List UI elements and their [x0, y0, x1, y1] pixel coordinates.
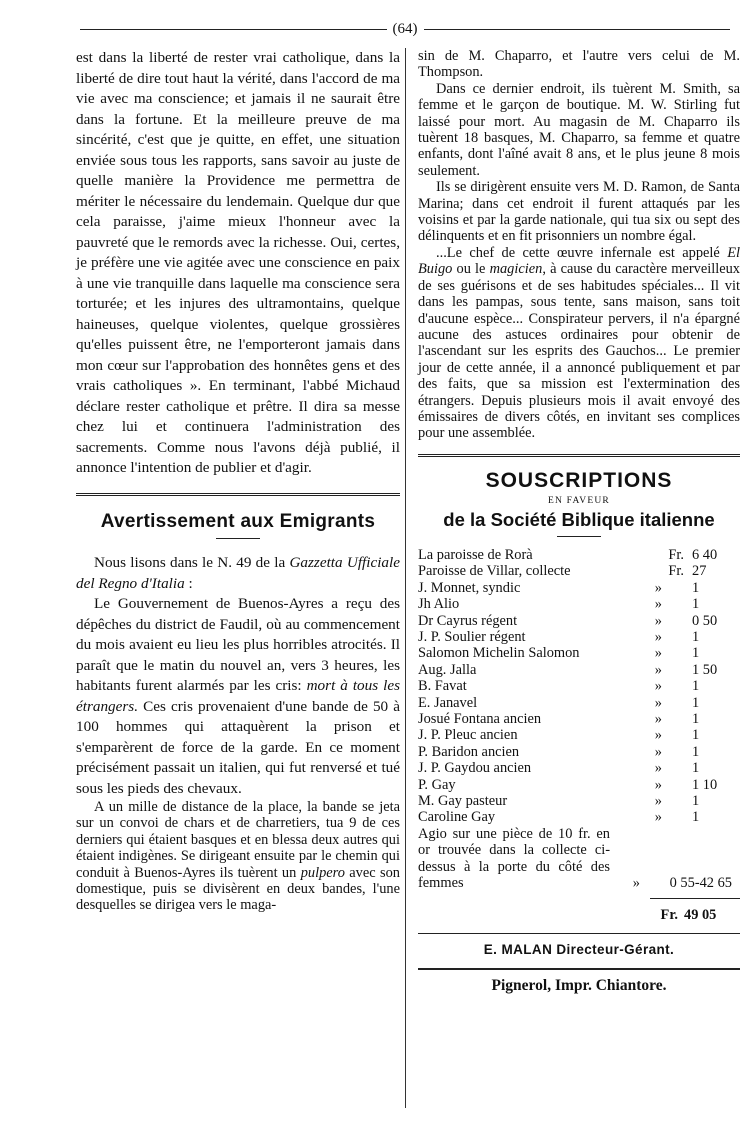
italic-term: pulpero: [300, 864, 345, 881]
ditto-mark: »: [654, 809, 662, 826]
continued-paragraph: sin de M. Chaparro, et l'autre vers celui de M. Thompson.: [418, 48, 740, 81]
subscription-amount: 1: [692, 711, 700, 728]
section-separator: [418, 454, 740, 457]
subscription-amount: 1: [692, 809, 700, 826]
subscriber-name: Jh Alio: [418, 596, 460, 613]
total-label: Fr.: [660, 906, 678, 923]
text-run: Nous lisons dans le N. 49 de la: [94, 554, 290, 571]
ditto-mark: »: [654, 776, 662, 793]
text-run: Ces cris provenaient d'une bande de 50 à 100 hommes qui attaquèrent la prison et s'emparèrent de force de la garde. En ce moment précisément passait un italien, qui fut renversé et tué sous les pieds des chevaux.: [76, 697, 400, 797]
subscriber-name: J. P. Pleuc ancien: [418, 727, 518, 744]
total-row: [418, 907, 740, 923]
subscription-row: [418, 613, 740, 629]
printer-line: Pignerol, Impr. Chiantore.: [491, 977, 667, 995]
subscriber-name: E. Janavel: [418, 694, 478, 711]
subscription-row: [418, 547, 740, 563]
subscriber-name: Dr Cayrus régent: [418, 612, 518, 629]
subscriber-name: J. Monnet, syndic: [418, 579, 521, 596]
italic-term: El Buigo: [418, 244, 740, 278]
subscriber-name: J. P. Soulier régent: [418, 629, 526, 645]
right-column: [418, 48, 740, 995]
subscriber-name: Paroisse de Villar, collecte: [418, 563, 571, 580]
subscription-amount: 1: [692, 596, 700, 613]
ditto-mark: »: [654, 678, 662, 695]
ditto-mark: »: [654, 793, 662, 810]
subscription-row: [418, 645, 740, 661]
subscription-amount: 1: [692, 694, 700, 711]
subscription-row: [418, 809, 740, 825]
text-run: A un mille de distance de la place, la bande se jeta sur un convoi de chars et de charretiers, tua 9 de ces derniers qui étaient basques et en blessa deux autres qui étaient indigènes. Se dirigeant ensuite par le chemin qui conduit à Buenos-Ayres ils tuèrent un: [76, 799, 400, 881]
subscriber-name: P. Gay: [418, 776, 456, 793]
total-amount: 49 05: [684, 906, 717, 923]
subscription-amount: 1: [692, 579, 700, 596]
subscriptions-title: SOUSCRIPTIONS: [485, 468, 673, 492]
subscription-amount: 0 50: [692, 612, 718, 629]
text-run: Le Gouvernement de Buenos-Ayres a reçu des dépêches du district de Faudil, où au commencement du mois avaient eu lieu les plus horribles atrocités. Il paraît que le matin du nouvel an, vers 3 heures, les habitants furent alarmés par les cris:: [76, 595, 400, 694]
subscription-amount: 1 10: [692, 776, 718, 793]
title-rule: [216, 538, 260, 539]
footer-rule: [418, 933, 740, 934]
subscription-amount: 1: [692, 629, 700, 645]
header-rule-right: [424, 29, 731, 30]
page-header: [80, 18, 730, 40]
subscriber-name: Aug. Jalla: [418, 661, 477, 678]
article-paragraph: [76, 594, 400, 799]
subscriber-name: M. Gay pasteur: [418, 793, 508, 810]
subscriber-name: P. Baridon ancien: [418, 743, 520, 760]
subscriber-name: Josué Fontana ancien: [418, 711, 542, 728]
subscriber-name: B. Favat: [418, 678, 467, 695]
subscription-amount: 1: [692, 793, 700, 810]
subscription-amount: 27: [692, 563, 707, 580]
subscription-row: [418, 760, 740, 776]
ditto-mark: »: [654, 727, 662, 744]
subscription-amount: 1: [692, 678, 700, 695]
subscriber-name: Caroline Gay: [418, 809, 496, 826]
source-title: Gazzetta Ufficiale del Regno d'Italia: [76, 554, 400, 592]
subscription-row: [418, 777, 740, 793]
subscription-row: [418, 563, 740, 579]
subscription-row: [418, 695, 740, 711]
subscription-row: [418, 727, 740, 743]
text-run: avec son domestique, puis se divisèrent en deux bandes, l'une desquelles se dirigea vers le maga-: [76, 864, 400, 914]
subscriptions-organization: de la Société Biblique italienne: [443, 508, 715, 530]
agio-amount: 0 55-42 65: [669, 875, 732, 892]
ditto-mark: »: [654, 612, 662, 629]
article-paragraph: [76, 799, 400, 914]
ditto-mark: »: [654, 661, 662, 678]
subscription-list: [418, 547, 740, 826]
director-line: E. MALAN Directeur-Gérant.: [483, 941, 675, 957]
text-run: ou le: [452, 261, 490, 278]
ditto-mark: »: [654, 579, 662, 596]
subscription-row: [418, 596, 740, 612]
column-divider: [405, 48, 406, 1108]
ditto-mark: »: [654, 629, 662, 645]
article-paragraph: [76, 553, 400, 594]
currency-label: Fr.: [668, 563, 684, 580]
text-run: :: [184, 574, 193, 592]
ditto-mark: »: [654, 645, 662, 662]
subscription-row: [418, 662, 740, 678]
subscriptions-subtitle: EN FAVEUR: [548, 496, 610, 507]
subscription-row: [418, 678, 740, 694]
agio-mark: »: [632, 875, 640, 892]
total-rule: [650, 898, 740, 899]
subscription-amount: 1: [692, 743, 700, 760]
footer-rule-thick: [418, 968, 740, 970]
subscription-row: [418, 629, 740, 645]
ditto-mark: »: [654, 711, 662, 728]
subscription-row: [418, 793, 740, 809]
subscription-row: [418, 744, 740, 760]
continued-paragraph: est dans la liberté de rester vrai catholique, dans la liberté de dire tout haut la vérité, dans l'accord de ma vie avec ma conscience; et jamais il ne saurait être dans la fortune. Et la meilleure preuve de ma sincérité, c'est que je quitte, en effet, une situation enviée sous tous les rapports, sans savoir au juste de quelle manière la Providence me permettra de mériter le nécessaire du lendemain. Quelque dur que cela paraisse, j'aime mieux l'honneur avec la pauvreté que le remords avec la richesse. Oui, certes, je préfère une vie agitée avec une conscience en paix à une vie tranquille dans laquelle ma conscience sera torturée; et les injures des ultramontains, quelque haineuses, quelque violentes, quelque grossières qu'elles puissent être, ne l'emporteront jamais dans mon cœur sur l'approbation des honnêtes gens et des vrais catholiques ». En terminant, l'abbé Michaud déclare rester catholique et prêtre. Il dira sa messe chez lui et continuera l'administration des sacrements. Comme nous l'avons déjà publié, il annonce l'intention de publier et d'agir.: [76, 49, 400, 476]
currency-label: Fr.: [668, 546, 684, 563]
subscription-amount: 1: [692, 727, 700, 744]
section-title: Avertissement aux Emigrants: [100, 510, 376, 532]
ditto-mark: »: [654, 596, 662, 613]
subscription-row: [418, 711, 740, 727]
subscription-amount: 6 40: [692, 546, 718, 563]
article-paragraph: Ils se dirigèrent ensuite vers M. D. Ramon, de Santa Marina; dans cet endroit il furent attaqués par les voisins et par la garde nationale, qui tua six ou sept des délinquents et en fit prisonniers un nombre égal.: [418, 179, 740, 245]
ditto-mark: »: [654, 694, 662, 711]
italic-term: magicien: [489, 261, 543, 278]
agio-row: [418, 826, 740, 892]
ditto-mark: »: [654, 743, 662, 760]
text-run: , à cause du caractère merveilleux de ses guérisons et de ses habitudes spéciales... Il vit dans les pampas, sous tente, sans maison, sans toit d'aucune espèce... Conspirateur pervers, il n'a épargné aucune des astuces ordinaires pour obtenir de l'ascendant sur les esprits des Gauchos... Le premier jour de cette année, il a annoncé publiquement et par des faits, que sa mission est l'extermination des étrangers. Depuis plusieurs mois il avait envoyé des émissaires de divers côtés, en invitant ses complices pour une assemblée.: [418, 261, 740, 442]
subscriber-name: Salomon Michelin Salomon: [418, 645, 580, 662]
text-run: ...Le chef de cette œuvre infernale est appelé: [436, 244, 728, 261]
ditto-mark: »: [654, 760, 662, 777]
quoted-cry: mort à tous les étrangers.: [76, 677, 400, 715]
subscription-amount: 1 50: [692, 661, 718, 678]
title-rule: [557, 536, 601, 537]
page-number: (64): [392, 20, 418, 37]
agio-text: Agio sur une pièce de 10 fr. en or trouvée dans la collecte ci-dessus à la porte du côté des femmes: [418, 825, 610, 892]
article-paragraph: [418, 245, 740, 442]
subscription-amount: 1: [692, 760, 700, 777]
header-rule-left: [80, 29, 387, 30]
subscriber-name: J. P. Gaydou ancien: [418, 760, 532, 777]
subscription-amount: 1: [692, 645, 700, 662]
section-separator: [76, 493, 400, 496]
subscriber-name: La paroisse de Rorà: [418, 546, 533, 563]
left-column: [76, 48, 400, 914]
article-paragraph: Dans ce dernier endroit, ils tuèrent M. Smith, sa femme et le garçon de boutique. M. W. Stirling fut laissé pour mort. Au magasin de M. Chaparro ils tuèrent 18 basques, M. Chaparro, sa femme et quatre enfants, dont l'aîné avait 8 ans, et le plus jeune 8 mois seulement.: [418, 80, 740, 179]
subscription-row: [418, 580, 740, 596]
